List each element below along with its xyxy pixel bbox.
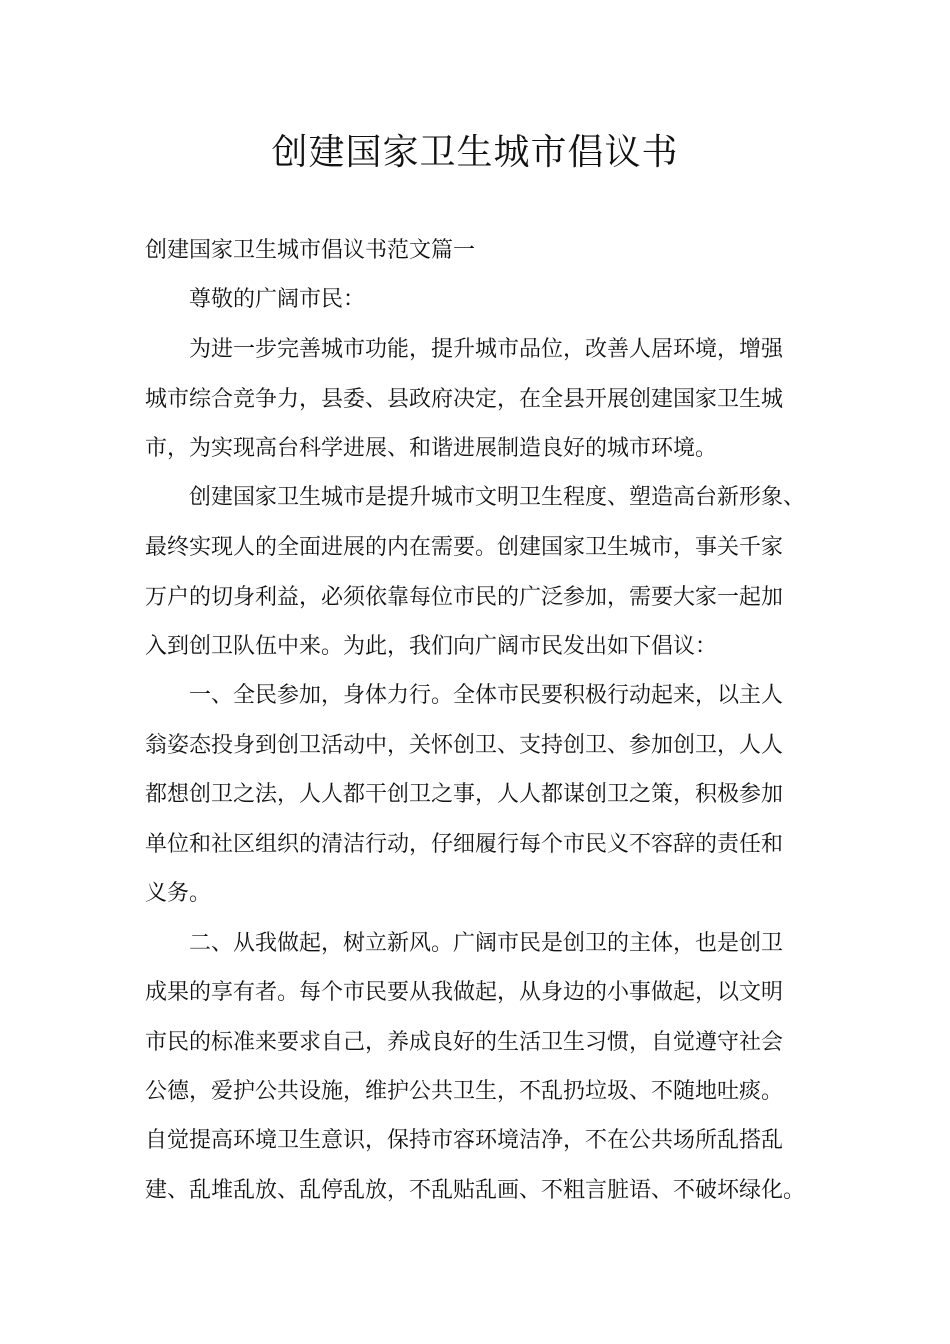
paragraph-line: 市民的标准来要求自己，养成良好的生活卫生习惯，自觉遵守社会 [145,1030,784,1055]
paragraph-line: 单位和社区组织的清洁行动，仔细履行每个市民义不容辞的责任和 [145,832,784,857]
document-title: 创建国家卫生城市倡议书 [271,132,679,173]
paragraph-line: 最终实现人的全面进展的内在需要。创建国家卫生城市，事关千家 [145,535,784,560]
paragraph-line: 二、从我做起，树立新风。广阔市民是创卫的主体，也是创卫 [145,931,784,956]
paragraph-line: 万户的切身利益，必须依靠每位市民的广泛参加，需要大家一起加 [145,585,784,610]
paragraph-line: 都想创卫之法，人人都干创卫之事，人人都谋创卫之策，积极参加 [145,782,784,807]
paragraph-line: 自觉提高环境卫生意识，保持市容环境洁净，不在公共场所乱搭乱 [145,1128,784,1153]
paragraph-line: 市，为实现高台科学进展、和谐进展制造良好的城市环境。 [145,436,718,461]
paragraph-line: 城市综合竞争力，县委、县政府决定，在全县开展创建国家卫生城 [145,387,784,412]
paragraph-line: 入到创卫队伍中来。为此，我们向广阔市民发出如下倡议： [145,634,718,659]
paragraph-line: 公德，爱护公共设施，维护公共卫生，不乱扔垃圾、不随地吐痰。 [145,1079,784,1104]
paragraph-line: 创建国家卫生城市是提升城市文明卫生程度、塑造高台新形象、 [145,485,806,510]
paragraph-line: 成果的享有者。每个市民要从我做起，从身边的小事做起，以文明 [145,980,784,1005]
paragraph-line: 义务。 [145,881,212,906]
paragraph-line: 翁姿态投身到创卫活动中，关怀创卫、支持创卫、参加创卫，人人 [145,733,784,758]
paragraph-line: 尊敬的广阔市民： [145,287,366,312]
paragraph-line: 建、乱堆乱放、乱停乱放，不乱贴乱画、不粗言脏语、不破坏绿化。 [145,1178,806,1203]
paragraph-line: 一、全民参加，身体力行。全体市民要积极行动起来，以主人 [145,683,784,708]
document-subtitle: 创建国家卫生城市倡议书范文篇一 [145,238,476,263]
paragraph-line: 为进一步完善城市功能，提升城市品位，改善人居环境，增强 [145,337,784,362]
